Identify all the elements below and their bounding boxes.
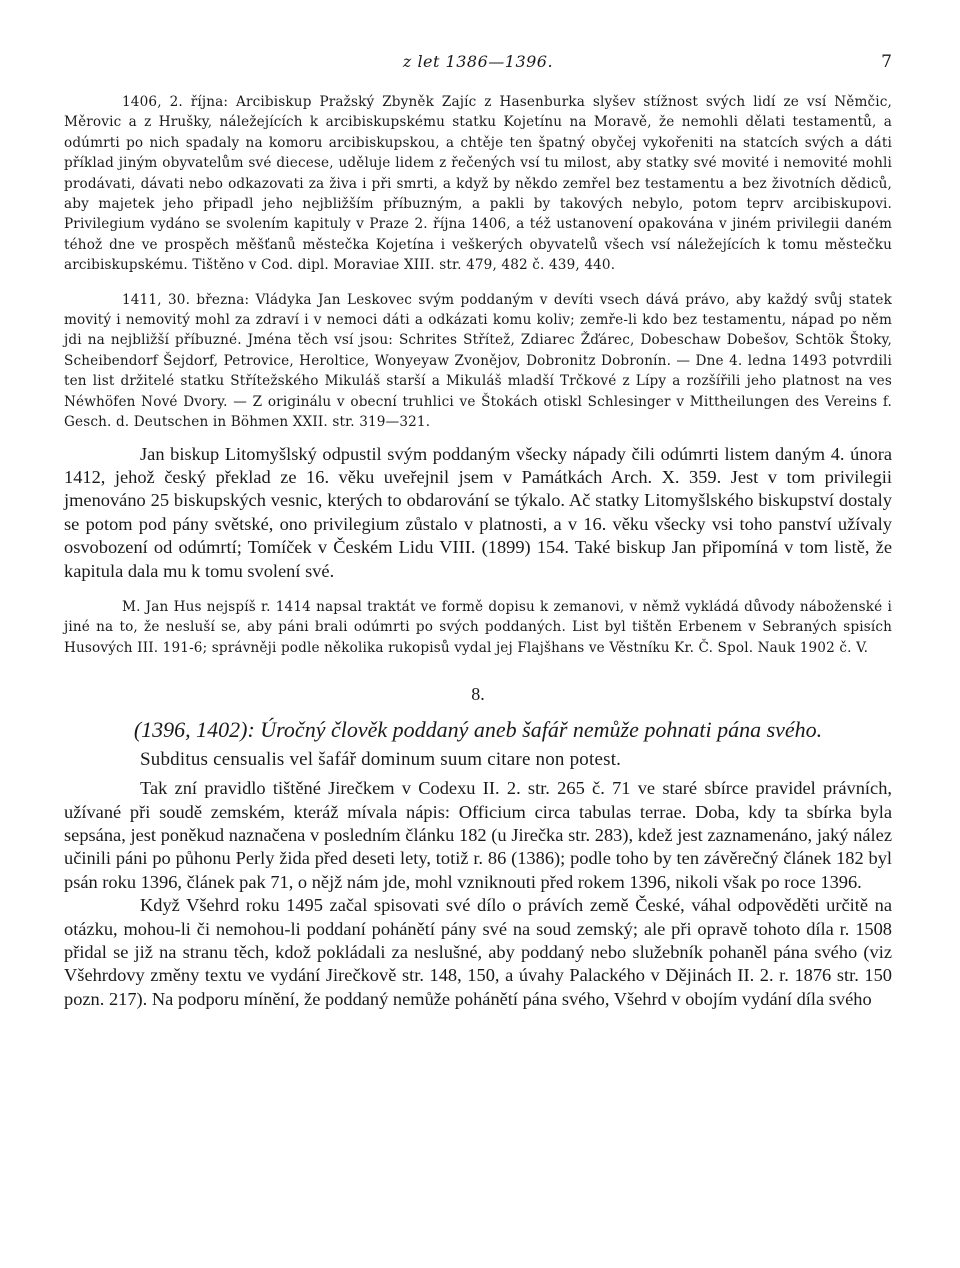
paragraph-vsehrd: Když Všehrd roku 1495 začal spisovati své dílo o právích země České, váhal odpověděti určitě na otázku, mohou-li či nemohou-li poddaní pohánětí pány své na soud zemský; ale při opravě tohoto díla r. 1508 přidal se již na stranu těch, kdož pokládali za neslušné, aby poddaný nebo služebník pohaněl pána svého (viz Všehrdovy změny textu ve vydání Jirečkově str. 148, 150, a úvahy Palackého v Dějinách II. 2. r. 1876 str. 150 pozn. 217). Na podporu mínění, že poddaný nemůže pohánětí pána svého, Všehrd v obojím vydání díla svého bbox=[64, 895, 892, 1009]
section-number: 8. bbox=[471, 684, 485, 705]
running-head: z let 1386—1396. bbox=[402, 52, 554, 71]
section-title: (1396, 1402): Úročný člověk poddaný aneb šafář nemůže pohnati pána svého. bbox=[133, 717, 823, 743]
note-1411: 1411, 30. března: Vládyka Jan Leskovec svým poddaným v devíti vsech dává právo, aby každý svůj statek movitý i nemovitý mohl za zdraví i v nemoci dáti a odkázati komu koliv; zemře-li kdo bez testamentu, nápad po něm jdi na nejbližší příbuzné. Jména těch vsí jsou: Schrites Střítež, Zdiarec Žďárec, Dobeschaw Dobešov, Schtök Štoky, Scheibendorf Šejdorf, Petrovice, Heroltice, Wonyeyaw Zvonějov, Dobronitz Dobronín. — Dne 4. ledna 1493 potvrdili ten list držitelé statku Střítežského Mikuláš starší a Mikuláš mladší Trčkové z Lípy a rozšířili jeho platnost na ves Néwhöfen Nové Dvory. — Z originálu v obecní truhlici ve Štokách otiskl Schlesinger v Mittheilungen des Vereins f. Gesch. d. Deutschen in Böhmen XXII. str. 319—321. bbox=[64, 291, 892, 431]
note-hus: M. Jan Hus nejspíš r. 1414 napsal traktát ve formě dopisu k zemanovi, v němž vykládá důvody náboženské i jiné na to, že nesluší se, aby páni brali odúmrti po svých poddaných. List byl tištěn Erbenem v Sebraných spisích Husových III. 191-6; správněji podle několika rukopisů vydal jej Flajšhans ve Věstníku Kr. Č. Spol. Nauk 1902 č. V. bbox=[64, 598, 892, 656]
page-number: 7 bbox=[881, 52, 892, 72]
paragraph-jan-biskup: Jan biskup Litomyšlský odpustil svým poddaným všecky nápady čili odúmrti listem daným 4. února 1412, jehož český překlad ze 16. věku uveřejnil jsem v Památkách Arch. X. 359. Jest v tom privilegii jmenováno 25 biskupských vesnic, kterých to obdarování se týkalo. Ač statky Litomyšlského biskupství dostaly se potom pod pány světské, ono privilegium zůstalo v platnosti, a v 16. věku všecky vsi toho panství užívaly osvobození od odúmrtí; Tomíček v Českém Lidu VIII. (1899) 154. Také biskup Jan připomíná v tom listě, že kapitula dala mu k tomu svolení své. bbox=[64, 443, 892, 581]
section-subtitle: Subditus censualis vel šafář dominum suum citare non potest. bbox=[140, 749, 622, 771]
page bbox=[64, 52, 892, 1011]
paragraph-pravidlo: Tak zní pravidlo tištěné Jirečkem v Codexu II. 2. str. 265 č. 71 ve staré sbírce pravidel právních, užívané při soudě zemském, kteráž mívala nápis: Officium circa tabulas terrae. Doba, kdy ta sbírka byla sepsána, jest poněkud naznačena v posledním článku 182 (u Jirečka str. 283), kdež jest zaznamenáno, jaký nález učinili páni po půhonu Perly žida před deseti lety, totiž r. 86 (1386); podle toho by ten závěrečný článek 182 byl psán roku 1396, článek pak 71, o nějž nám jde, mohl vzniknouti před rokem 1396, nikoli však po roce 1396. bbox=[64, 778, 892, 892]
page-header bbox=[64, 52, 892, 86]
note-1406: 1406, 2. října: Arcibiskup Pražský Zbyněk Zajíc z Hasenburka slyšev stížnost svých lidí ze vsí Němčic, Měrovic a z Hrušky, náležejících k arcibiskupskému statku Kojetínu na Moravě, že nemohli dělati testamentů, a odúmrti po nich spadaly na komoru arcibiskupskou, a chtěje ten špatný obyčej vykořeniti na statcích svých a dáti příklad jiným obyvatelům své diecese, uděluje lidem z řečených vsí tu milost, aby statky své movité i nemovité mohli prodávati, dávati nebo odkazovati za živa i při smrti, a když by někdo zemřel bez testamentu a bez životních dědiců, aby majetek jeho připadl jeho nejbližším příbuzným, a pakli by takových nebylo, potom teprv arcibiskupovi. Privilegium vydáno se svolením kapituly v Praze 2. října 1406, a též ustanovení opakována v jiném privilegii daném téhož dne ve prospěch měšťanů městečka Kojetína i veškerých obyvatelů všech vsí náležejících k tomu městečku arcibiskupskému. Tištěno v Cod. dipl. Moraviae XIII. str. 479, 482 č. 439, 440. bbox=[64, 94, 892, 274]
